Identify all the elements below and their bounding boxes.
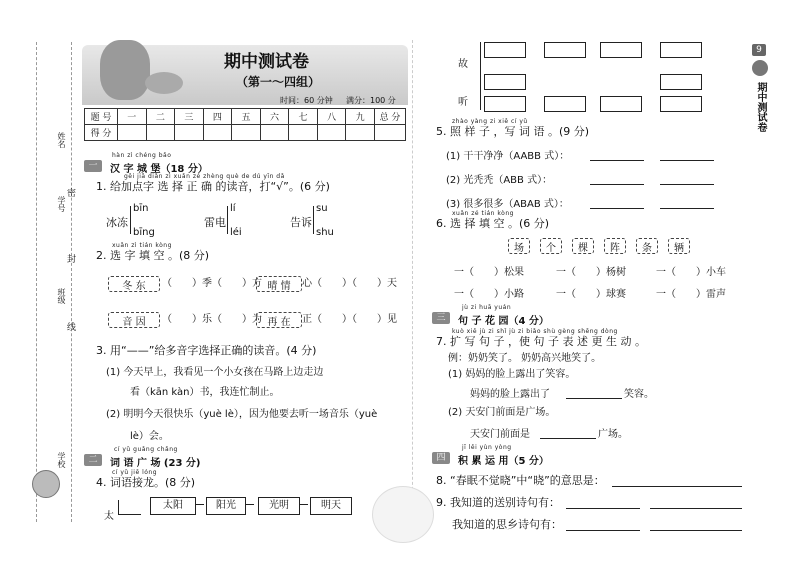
q5-b-blank-1[interactable]: [590, 184, 644, 185]
q5-b-blank-2[interactable]: [660, 184, 714, 185]
chain-line: [118, 500, 141, 515]
q2-text: 2. 选 字 填 空 。(8 分): [96, 249, 210, 262]
q7-a: (1) 妈妈的脸上露出了笑容。: [448, 369, 576, 380]
q8-blank[interactable]: [612, 486, 742, 487]
q4-text: 4. 词语接龙。(8 分): [96, 476, 196, 489]
score-cell[interactable]: [375, 125, 406, 141]
q3-text: 3. 用“——”给多音字选择正确的读音。(4 分): [96, 344, 317, 357]
q2-blanks[interactable]: 心（ ）（ ）天: [302, 278, 397, 289]
q5-a: (1) 干干净净（AABB 式）：: [446, 151, 570, 162]
score-col: 八: [317, 109, 346, 125]
q3-item-2-line1: (2) 明明今天很快乐（yuè lè），因为他要去听一场音乐（yuè: [106, 409, 378, 420]
q5-pinyin: zhào yàng zi xiě cí yǔ: [452, 118, 528, 125]
binding-name-label: 姓名: [57, 132, 66, 148]
q4-word-box: [150, 497, 196, 515]
section-2-title: 词 语 广 场 (23 分): [110, 458, 201, 469]
chain-box[interactable]: [484, 74, 526, 90]
section-badge-1: 一: [84, 160, 102, 172]
q3-item-1-line2: 看（kān kàn）书，我连忙制止。: [130, 387, 280, 398]
q4-word: 光明: [269, 500, 289, 511]
q9-b-blank-1[interactable]: [566, 530, 640, 531]
chain-box[interactable]: [600, 42, 642, 58]
score-cell[interactable]: [260, 125, 289, 141]
q1-pinyin: gěi jiā diǎn zì xuǎn zé zhèng què de dú yīn dǎ: [124, 173, 285, 180]
side-title: 期中测试卷: [755, 82, 766, 132]
binding-xian-label: 线: [65, 322, 75, 331]
page-title: 期中测试卷: [224, 52, 309, 72]
q1-option[interactable]: su: [316, 203, 328, 214]
score-info: 满分：100 分: [346, 96, 396, 105]
q9-a-text: 9. 我知道的送别诗句有：: [436, 496, 560, 509]
q4-word-box: [206, 497, 246, 515]
section-4-title: 积 累 运 用（5 分）: [458, 456, 549, 467]
score-cell[interactable]: [346, 125, 375, 141]
q2-choice-box: 再 在: [256, 312, 302, 328]
q1-word-3: 告诉: [290, 216, 312, 229]
q6-option: 棵: [572, 238, 594, 254]
score-col: 七: [289, 109, 318, 125]
q6-item[interactable]: 一（ ）小路: [454, 289, 524, 300]
q5-c-blank-2[interactable]: [660, 208, 714, 209]
q6-option: 条: [636, 238, 658, 254]
chain-box[interactable]: [660, 74, 702, 90]
q1-option[interactable]: bīng: [133, 227, 155, 238]
q1-option[interactable]: bīn: [133, 203, 149, 214]
chain-box[interactable]: [660, 96, 702, 112]
q9-b-text: 我知道的思乡诗句有：: [452, 518, 562, 531]
q5-c-blank-1[interactable]: [590, 208, 644, 209]
chain-box[interactable]: [660, 42, 702, 58]
q6-item[interactable]: 一（ ）球赛: [556, 289, 626, 300]
q1-option[interactable]: léi: [230, 227, 242, 238]
score-col: 三: [175, 109, 204, 125]
page-subtitle: （第一～四组）: [236, 75, 321, 89]
section-badge-4: 四: [432, 452, 450, 464]
score-cell[interactable]: [175, 125, 204, 141]
score-cell[interactable]: [146, 125, 175, 141]
q4-pinyin: cí yǔ jiē lóng: [112, 469, 158, 476]
leaf-decoration-icon: [145, 72, 183, 94]
q6-item[interactable]: 一（ ）杨树: [556, 267, 626, 278]
q1-text: 1. 给加点字 选 择 正 确 的读音，打“√”。(6 分): [96, 180, 330, 193]
score-cell[interactable]: [203, 125, 232, 141]
section-2-pinyin: cí yǔ guǎng chǎng: [114, 446, 178, 453]
q5-b: (2) 光秃秃（ABB 式）：: [446, 175, 553, 186]
q3-item-1-line1: (1) 今天早上，我看见一个小女孩在马路上边走边: [106, 367, 324, 378]
q6-item[interactable]: 一（ ）雷声: [656, 289, 726, 300]
q2-choice-box: 音 因: [108, 312, 160, 328]
score-row-label: 得 分: [85, 125, 118, 141]
score-col: 九: [346, 109, 375, 125]
score-cell[interactable]: [289, 125, 318, 141]
chain-box[interactable]: [600, 96, 642, 112]
q6-option: 场: [508, 238, 530, 254]
cartoon-mascot-icon: [100, 40, 150, 100]
chain-char-1: 故: [458, 59, 468, 70]
q2-pinyin: xuǎn zì tián kòng: [112, 242, 172, 249]
q9-a-blank-2[interactable]: [650, 508, 742, 509]
score-header: 题 号: [85, 109, 118, 125]
side-mascot-icon: [752, 60, 768, 76]
binding-xuexiao-label: 学校: [57, 452, 66, 468]
score-col: 四: [203, 109, 232, 125]
q6-option: 辆: [668, 238, 690, 254]
chain-box[interactable]: [484, 42, 526, 58]
page-number: 9: [752, 44, 766, 56]
q2-blanks[interactable]: （ ）季（ ）方: [162, 278, 262, 289]
mascot-bottom-left-icon: [32, 470, 60, 498]
q2-choice-box: 晴 情: [256, 276, 302, 292]
q2-choice-box: 冬 东: [108, 276, 160, 292]
section-badge-2: 二: [84, 454, 102, 466]
q4-blank[interactable]: [196, 504, 204, 505]
score-col: 五: [232, 109, 261, 125]
q7-b-answer-suffix: 广场。: [598, 429, 628, 440]
q1-option[interactable]: shu: [316, 227, 334, 238]
score-col: 六: [260, 109, 289, 125]
score-col: 二: [146, 109, 175, 125]
q6-item[interactable]: 一（ ）小车: [656, 267, 726, 278]
binding-mi-label: 密: [65, 188, 75, 197]
chain-char-2: 听: [458, 97, 468, 108]
q6-option: 阵: [604, 238, 626, 254]
q7-text: 7. 扩 写 句 子 ，使 句 子 表 述 更 生 动 。: [436, 335, 646, 348]
q1-word-1: 冰冻: [106, 216, 128, 229]
q4-blank[interactable]: [246, 504, 254, 505]
score-col: 总 分: [375, 109, 406, 125]
q7-b-answer-prefix: 天安门前面是: [470, 429, 530, 440]
q5-text: 5. 照 样 子 ，写 词 语 。(9 分): [436, 125, 590, 138]
score-cell[interactable]: [317, 125, 346, 141]
q9-b-blank-2[interactable]: [650, 530, 742, 531]
chain-box[interactable]: [544, 42, 586, 58]
score-cell[interactable]: [232, 125, 261, 141]
q2-blanks[interactable]: （ ）乐（ ）为: [162, 314, 262, 325]
q2-blanks[interactable]: 正（ ）（ ）见: [302, 314, 397, 325]
watermark-logo: [372, 486, 434, 543]
q9-a-blank-1[interactable]: [566, 508, 640, 509]
q8-text: 8. “春眠不觉晓”中“晓”的意思是：: [436, 474, 605, 487]
q4-blank[interactable]: [300, 504, 308, 505]
score-table: [84, 108, 406, 141]
score-col: 一: [118, 109, 147, 125]
section-4-pinyin: jī lěi yùn yòng: [462, 444, 512, 451]
q4-word: 明天: [321, 500, 341, 511]
q5-c: (3) 很多很多（ABAB 式）：: [446, 199, 569, 210]
chain-box[interactable]: [484, 96, 526, 112]
q6-pinyin: xuǎn zé tián kòng: [452, 210, 514, 217]
q5-a-blank-2[interactable]: [660, 160, 714, 161]
binding-feng-label: 封: [65, 254, 75, 263]
q7-b-blank[interactable]: [540, 438, 596, 439]
score-cell[interactable]: [118, 125, 147, 141]
q5-a-blank-1[interactable]: [590, 160, 644, 161]
q7-pinyin: kuò xiě jù zi shǐ jù zi biǎo shù gèng shēng dòng: [452, 328, 618, 335]
q4-start-char: 太: [104, 511, 114, 522]
binding-strip: [36, 42, 72, 522]
q7-example: 例：奶奶笑了。 奶奶高兴地笑了。: [448, 353, 602, 364]
time-info: 时间：60 分钟: [280, 96, 333, 105]
q1-option[interactable]: lí: [230, 203, 236, 214]
q3-item-2-line2: lè）会。: [130, 431, 169, 442]
binding-banji-label: 班级: [57, 288, 66, 304]
q7-b: (2) 天安门前面是广场。: [448, 407, 556, 418]
center-fold: [412, 40, 421, 530]
section-1-title: 汉 字 城 堡（18 分）: [110, 164, 208, 175]
section-3-title: 句 子 花 园（4 分）: [458, 316, 549, 327]
q6-item[interactable]: 一（ ）松果: [454, 267, 524, 278]
q1-word-2: 雷电: [204, 216, 226, 229]
q4-word: 阳光: [216, 500, 236, 511]
q7-a-answer-prefix: 妈妈的脸上露出了: [470, 389, 550, 400]
chain-box[interactable]: [544, 96, 586, 112]
q6-text: 6. 选 择 填 空 。(6 分): [436, 217, 550, 230]
q6-option: 个: [540, 238, 562, 254]
section-badge-3: 三: [432, 312, 450, 324]
q4-word-box: [310, 497, 352, 515]
q7-a-blank[interactable]: [566, 398, 622, 399]
q7-a-answer-suffix: 笑容。: [624, 389, 654, 400]
q4-word: 太阳: [163, 500, 183, 511]
binding-xuehao-label: 学号: [57, 196, 66, 212]
q4-word-box: [258, 497, 300, 515]
section-3-pinyin: jù zi huā yuán: [462, 304, 512, 311]
section-1-pinyin: hàn zì chéng bǎo: [112, 152, 172, 159]
